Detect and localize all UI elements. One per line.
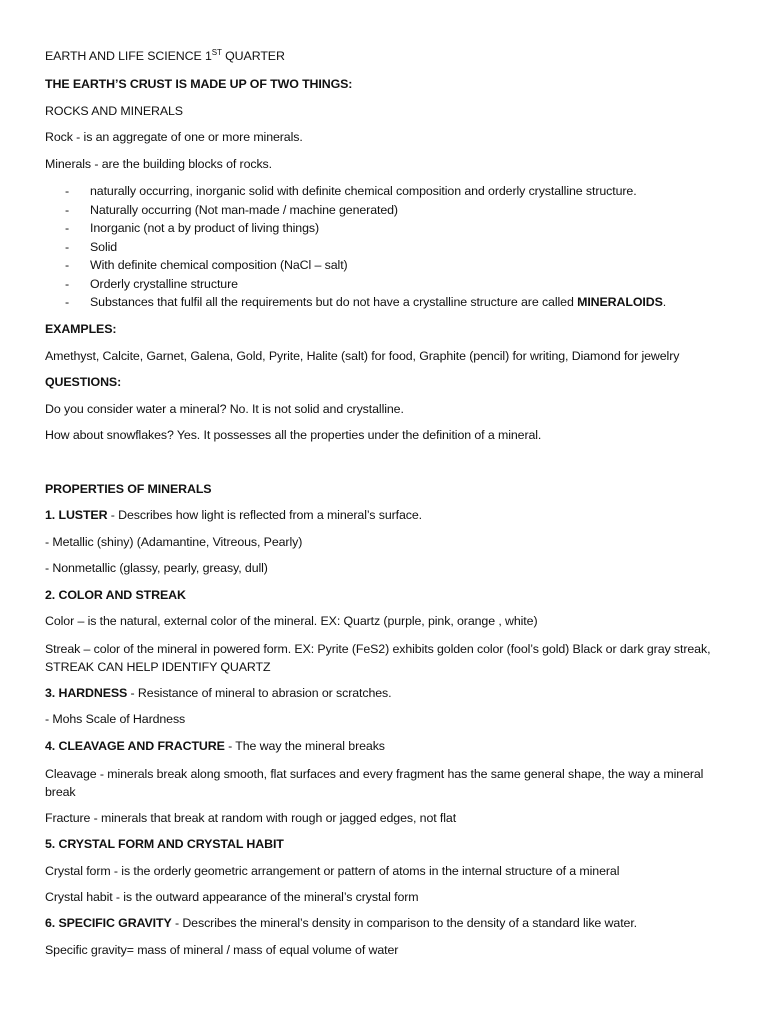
luster-line [45, 508, 422, 523]
bullet-dash: - [65, 203, 70, 217]
specific-gravity-formula: Specific gravity= mass of mineral / mass of equal volume of water [45, 943, 399, 957]
list-item: With definite chemical composition (NaCl – salt) [90, 258, 348, 272]
crystal-form-definition: Crystal form - is the orderly geometric arrangement or pattern of atoms in the internal structure of a mineral [45, 864, 620, 878]
cleavage-line [45, 739, 385, 754]
crystal-habit-definition: Crystal habit - is the outward appearance of the mineral’s crystal form [45, 890, 419, 904]
title-quarter: QUARTER [221, 49, 285, 63]
mineraloids-term: MINERALOIDS [577, 295, 663, 309]
rocks-minerals-heading: ROCKS AND MINERALS [45, 104, 183, 118]
list-item: naturally occurring, inorganic solid with definite chemical composition and orderly crystalline structure. [90, 184, 637, 198]
examples-heading: EXAMPLES: [45, 322, 117, 336]
document-title [45, 49, 285, 64]
luster-heading: 1. LUSTER [45, 508, 108, 522]
hardness-heading: 3. HARDNESS [45, 686, 128, 700]
rock-definition: Rock - is an aggregate of one or more minerals. [45, 130, 303, 144]
crust-heading: THE EARTH’S CRUST IS MADE UP OF TWO THINGS: [45, 77, 353, 91]
questions-heading: QUESTIONS: [45, 375, 122, 389]
specific-gravity-description: - Describes the mineral’s density in comparison to the density of a standard like water. [171, 916, 638, 930]
color-streak-heading: 2. COLOR AND STREAK [45, 588, 186, 602]
title-superscript: ST [211, 48, 222, 57]
mineraloids-text: Substances that fulfil all the requirements but do not have a crystalline structure are called [90, 295, 578, 309]
question-water: Do you consider water a mineral? No. It is not solid and crystalline. [45, 402, 404, 416]
metallic-line: - Metallic (shiny) (Adamantine, Vitreous, Pearly) [45, 535, 303, 549]
hardness-line [45, 686, 392, 701]
mohs-line: - Mohs Scale of Hardness [45, 712, 186, 726]
list-item-mineraloids [90, 295, 666, 310]
luster-description: - Describes how light is reflected from a mineral’s surface. [107, 508, 423, 522]
bullet-dash: - [65, 258, 70, 272]
bullet-dash: - [65, 277, 70, 291]
list-item: Naturally occurring (Not man-made / machine generated) [90, 203, 398, 217]
minerals-definition: Minerals - are the building blocks of rocks. [45, 157, 272, 171]
specific-gravity-heading: 6. SPECIFIC GRAVITY [45, 916, 172, 930]
list-item: Orderly crystalline structure [90, 277, 238, 291]
cleavage-definition: Cleavage - minerals break along smooth, flat surfaces and every fragment has the same general shape, the way a mineral break [45, 767, 704, 799]
bullet-dash: - [65, 184, 70, 198]
mineraloids-period: . [662, 295, 667, 309]
cleavage-description: - The way the mineral breaks [224, 739, 385, 753]
specific-gravity-line [45, 916, 637, 931]
hardness-description: - Resistance of mineral to abrasion or scratches. [127, 686, 392, 700]
nonmetallic-line: - Nonmetallic (glassy, pearly, greasy, dull) [45, 561, 268, 575]
bullet-dash: - [65, 240, 70, 254]
bullet-dash: - [65, 295, 70, 309]
crystal-heading: 5. CRYSTAL FORM AND CRYSTAL HABIT [45, 837, 284, 851]
list-item: Inorganic (not a by product of living things) [90, 221, 319, 235]
bullet-dash: - [65, 221, 70, 235]
list-item: Solid [90, 240, 118, 254]
properties-heading: PROPERTIES OF MINERALS [45, 482, 212, 496]
color-definition: Color – is the natural, external color of the mineral. EX: Quartz (purple, pink, orange , white) [45, 614, 538, 628]
examples-text: Amethyst, Calcite, Garnet, Galena, Gold, Pyrite, Halite (salt) for food, Graphite (pencil) for writing, Diamond for jewelry [45, 349, 680, 363]
fracture-definition: Fracture - minerals that break at random with rough or jagged edges, not flat [45, 811, 457, 825]
cleavage-heading: 4. CLEAVAGE AND FRACTURE [45, 739, 225, 753]
streak-definition: Streak – color of the mineral in powered form. EX: Pyrite (FeS2) exhibits golden color (fool’s gold) Black or dark gray streak, STREAK CAN HELP IDENTIFY QUARTZ [45, 642, 711, 674]
title-text: EARTH AND LIFE SCIENCE 1 [45, 49, 212, 63]
question-snowflakes: How about snowflakes? Yes. It possesses all the properties under the definition of a mineral. [45, 428, 542, 442]
